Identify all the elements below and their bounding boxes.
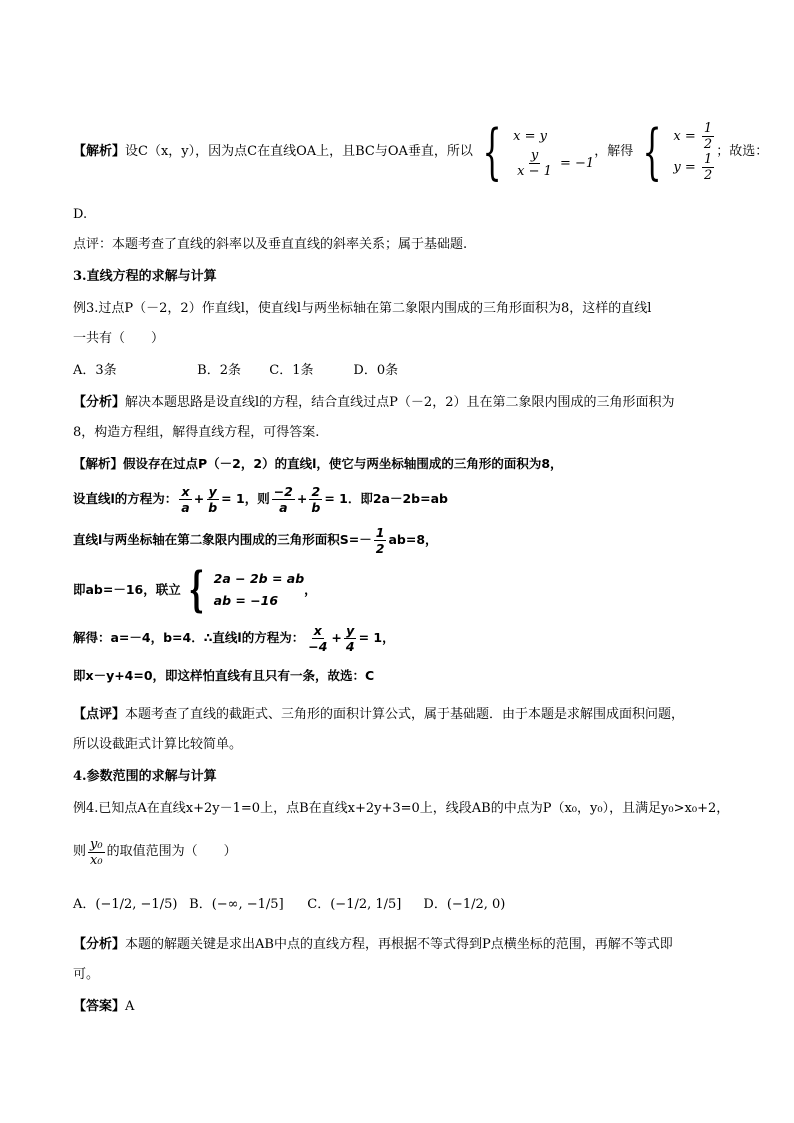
analysis-label: 【分析】 — [73, 395, 126, 410]
analysis-text: 解决本题思路是设直线l的方程，结合直线过点P（－2，2）且在第二象限内围成的三角形面积为 — [125, 395, 675, 410]
fraction-denominator: x₀ — [90, 852, 103, 868]
fraction-denominator: −4 — [308, 638, 328, 654]
option: B．2条 — [197, 363, 241, 378]
option-text: (−∞, −1/5] — [211, 897, 284, 912]
solution-text: 设直线l的方程为： — [73, 491, 178, 506]
fraction-numerator: 1 — [703, 152, 713, 167]
solution-text: 设C（x，y），因为点C在直线OA上，且BC与OA垂直，所以 — [125, 144, 473, 159]
option-row — [73, 896, 505, 914]
option-text: (−1/2, 0) — [446, 897, 506, 912]
fraction-numerator: y — [208, 483, 217, 499]
fraction-denominator: a — [279, 499, 288, 515]
option: A．3条 — [73, 363, 117, 378]
comment-text: 本题考查了直线的截距式、三角形的面积计算公式，属于基础题．由于本题是求解围成面积问题， — [125, 707, 685, 722]
option: D．0条 — [353, 363, 399, 378]
option-letter: B． — [189, 897, 212, 912]
answer-line: D. — [73, 207, 88, 222]
fraction-numerator: y — [346, 622, 355, 638]
option-letter: D． — [423, 897, 447, 912]
comment-line — [73, 706, 684, 724]
analysis-text: 本题的解题关键是求出AB中点的直线方程，再根据不等式得到P点横坐标的范围，再解不等式即 — [125, 937, 673, 952]
answer-label: 【答案】 — [73, 999, 126, 1014]
solution-line — [73, 522, 438, 558]
example-text: 的取值范围为（ ） — [106, 844, 237, 859]
example-text: 则 — [73, 844, 87, 859]
solution-text: = 1．即2a－2b=ab — [324, 491, 448, 506]
analysis-label: 【分析】 — [73, 937, 126, 952]
plus-sign: + — [296, 491, 308, 506]
equation-row: 2a − 2b = ab — [213, 571, 305, 586]
var-x: x = — [673, 129, 696, 144]
analysis-line: 8，构造方程组，解得直线方程，可得答案. — [73, 425, 320, 440]
section-heading: 3.直线方程的求解与计算 — [73, 269, 217, 284]
fraction-denominator: b — [311, 499, 321, 515]
fraction-denominator: 4 — [345, 638, 355, 654]
example-line: 一共有（ ） — [73, 331, 165, 346]
fraction-numerator: 1 — [375, 524, 385, 540]
solution-line — [73, 620, 395, 656]
fraction-denominator: b — [208, 499, 218, 515]
comment-line: 所以设截距式计算比较简单。 — [73, 737, 243, 752]
solution-text: 解得：a=－4，b=4．∴直线l的方程为： — [73, 630, 305, 645]
solution-text: = 1， — [358, 630, 395, 645]
option-row — [73, 362, 398, 380]
solution-text: 即ab=－16，联立 — [73, 582, 181, 597]
solution-line — [73, 455, 563, 473]
fraction-denominator: 2 — [703, 137, 713, 152]
option — [73, 896, 185, 914]
solution-row — [673, 121, 716, 152]
solution-label: 【解析】 — [73, 144, 126, 159]
solution-line — [73, 481, 448, 517]
option-letter: A． — [73, 897, 96, 912]
solution-text: ， — [304, 582, 317, 597]
analysis-line — [73, 394, 674, 412]
fraction-numerator: x — [181, 483, 190, 499]
solution-label: 【解析】 — [73, 456, 124, 471]
fraction-numerator: −2 — [273, 483, 293, 499]
fraction-denominator: x − 1 — [517, 163, 552, 179]
plus-sign: + — [193, 491, 205, 506]
equation-row — [513, 148, 594, 179]
solution-row — [673, 152, 716, 183]
option-text: (−1/2, 1/5] — [330, 897, 402, 912]
equation-system: { 2a − 2b = ab ab = −16 — [188, 562, 305, 618]
var-y: y = — [673, 160, 696, 175]
answer-value: A — [125, 999, 135, 1014]
example-line — [73, 832, 237, 872]
fraction-numerator: 2 — [311, 483, 321, 499]
fraction-denominator: 2 — [375, 540, 385, 556]
solution-text: 直线l与两坐标轴在第二象限内围成的三角形面积S=－ — [73, 532, 372, 547]
solution-text: = 1，则 — [221, 491, 270, 506]
equation-row: ab = −16 — [213, 593, 279, 608]
fraction-numerator: y₀ — [90, 836, 103, 852]
comment-label: 【点评】 — [73, 707, 126, 722]
solution-line: 即x－y+4=0，即这样怕直线有且只有一条，故选：C — [73, 668, 375, 683]
plus-sign: + — [331, 630, 342, 645]
section-heading: 4.参数范围的求解与计算 — [73, 769, 217, 784]
solution-text: ，解得 — [594, 144, 634, 159]
equation-system: { x = y $\frac{y}{x - 1}$ = −1 — [482, 117, 595, 187]
analysis-line: 可。 — [73, 967, 100, 982]
option: C．1条 — [269, 363, 314, 378]
option-letter: C． — [307, 897, 331, 912]
equation-rhs: = −1 — [560, 155, 595, 171]
solution-text: ；故选： — [716, 144, 769, 159]
answer-line — [73, 998, 134, 1016]
fraction-denominator: 2 — [703, 168, 713, 183]
fraction-numerator: x — [313, 622, 322, 638]
solution-text: 假设存在过点P（－2，2）的直线l，使它与两坐标轴围成的三角形的面积为8， — [123, 456, 563, 471]
equation-row: x = y — [513, 128, 547, 144]
solution-line — [73, 562, 317, 618]
option — [189, 896, 303, 914]
fraction-numerator: 1 — [703, 121, 713, 136]
analysis-line — [73, 936, 673, 954]
solution-system: { x = $\frac{1}{2}$ y = $\frac{1}{2}$ — [633, 121, 716, 183]
solution-paragraph — [73, 112, 768, 192]
example-line: 例3.过点P（－2，2）作直线l，使直线l与两坐标轴在第二象限内围成的三角形面积为8，这样的直线l — [73, 301, 652, 316]
fraction-numerator: y — [530, 147, 539, 163]
option-text: (−1/2, −1/5) — [95, 897, 178, 912]
comment-line: 点评：本题考查了直线的斜率以及垂直直线的斜率关系；属于基础题. — [73, 237, 468, 252]
fraction-denominator: a — [181, 499, 190, 515]
example-line: 例4.已知点A在直线x+2y－1=0上，点B在直线x+2y+3=0上，线段AB的中点为P（x₀，y₀），且满足y₀>x₀+2， — [73, 801, 730, 816]
option — [307, 896, 419, 914]
option — [423, 897, 505, 912]
solution-text: ab=8， — [388, 532, 438, 547]
